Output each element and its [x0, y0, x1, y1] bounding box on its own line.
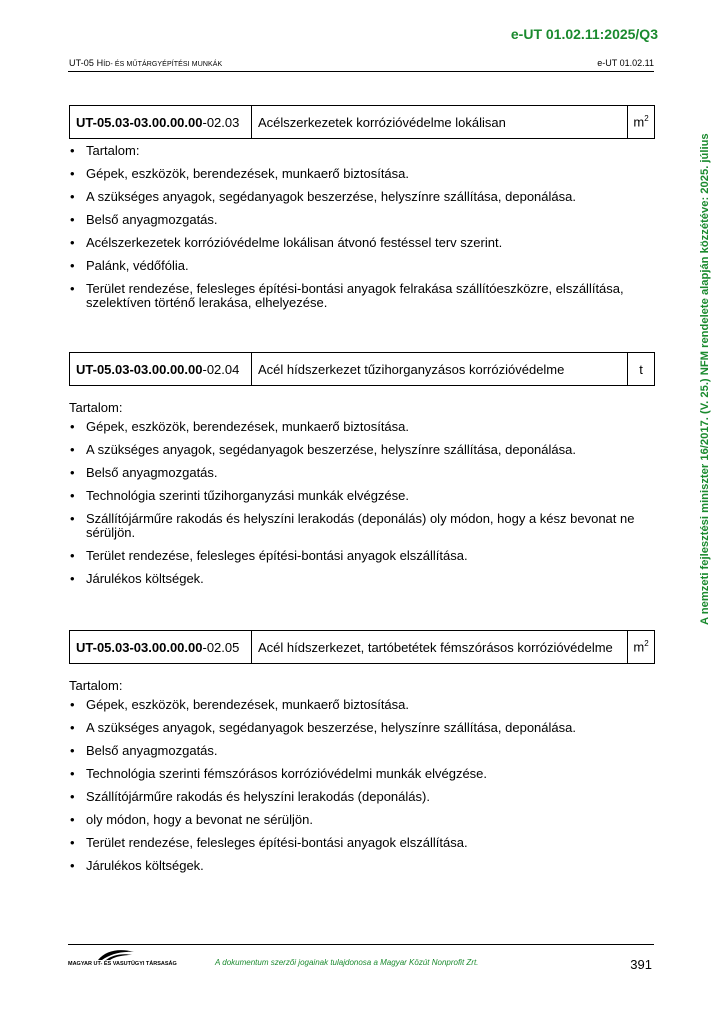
list-item: • Belső anyagmozgatás. — [69, 213, 655, 227]
item-header-table — [69, 352, 655, 386]
item-section-3 — [69, 630, 655, 873]
item-section-1 — [69, 105, 655, 310]
document-code: e-UT 01.02.11:2025/Q3 — [510, 26, 658, 42]
list-item: • Palánk, védőfólia. — [69, 259, 655, 273]
item-unit: t — [628, 353, 655, 386]
list-item: • Terület rendezése, felesleges építési-bontási anyagok elszállítása. — [69, 549, 655, 563]
item-content-list — [69, 144, 655, 310]
item-code: UT-05.03-03.00.00.00-02.05 — [70, 631, 252, 664]
list-item: • Terület rendezése, felesleges építési-bontási anyagok elszállítása. — [69, 836, 655, 850]
list-item: • Gépek, eszközök, berendezések, munkaerő biztosítása. — [69, 698, 655, 712]
list-item: • A szükséges anyagok, segédanyagok beszerzése, helyszínre szállítása, deponálása. — [69, 443, 655, 457]
content-intro: Tartalom: — [69, 678, 123, 693]
item-content-list — [69, 420, 655, 586]
wing-logo-icon — [96, 948, 136, 962]
list-item: • Technológia szerinti tűzihorganyzási munkák elvégzése. — [69, 489, 655, 503]
item-content-list — [69, 698, 655, 873]
item-title: Acél hídszerkezet tűzihorganyzásos korrózióvédelme — [252, 353, 628, 386]
society-logo — [68, 948, 177, 970]
list-item: • Szállítójárműre rakodás és helyszíni lerakodás (deponálás). — [69, 790, 655, 804]
list-item: • Acélszerkezetek korrózióvédelme lokálisan átvonó festéssel terv szerint. — [69, 236, 655, 250]
item-unit: $m^2$ — [628, 631, 655, 664]
item-unit: $m^2$ — [628, 106, 655, 139]
list-item: • Tartalom: — [69, 144, 655, 158]
list-item: • oly módon, hogy a bevonat ne sérüljön. — [69, 813, 655, 827]
item-title: Acélszerkezetek korrózióvédelme lokálisan — [252, 106, 628, 139]
list-item: • Belső anyagmozgatás. — [69, 466, 655, 480]
list-item: • Gépek, eszközök, berendezések, munkaerő biztosítása. — [69, 167, 655, 181]
list-item: • Belső anyagmozgatás. — [69, 744, 655, 758]
list-item: • Gépek, eszközök, berendezések, munkaerő biztosítása. — [69, 420, 655, 434]
item-title: Acél hídszerkezet, tartóbetétek fémszórásos korrózióvédelme — [252, 631, 628, 664]
header-doc-ref: e-UT 01.02.11 — [597, 58, 654, 68]
list-item: • Technológia szerinti fémszórásos korrózióvédelmi munkák elvégzése. — [69, 767, 655, 781]
list-item: • A szükséges anyagok, segédanyagok beszerzése, helyszínre szállítása, deponálása. — [69, 190, 655, 204]
list-item: • Terület rendezése, felesleges építési-bontási anyagok felrakása szállítóeszközre, elszállítása, szelektíven történő lerakása, elhelyezése. — [69, 282, 655, 310]
list-item: • Szállítójárműre rakodás és helyszíni lerakodás (deponálás) oly módon, hogy a kész bevonat ne sérüljön. — [69, 512, 655, 540]
list-item: • Járulékos költségek. — [69, 859, 655, 873]
chapter-header-prefix: UT-05 H — [69, 58, 104, 68]
item-header-table — [69, 630, 655, 664]
logo-text: MAGYAR UT- ÉS VASUTÜGYI TÁRSASÁG — [68, 961, 177, 967]
item-code: UT-05.03-03.00.00.00-02.04 — [70, 353, 252, 386]
page-number: 391 — [630, 957, 652, 972]
item-code: UT-05.03-03.00.00.00-02.03 — [70, 106, 252, 139]
copyright-note: A dokumentum szerzői jogainak tulajdonosa a Magyar Közút Nonprofit Zrt. — [215, 958, 479, 967]
footer-divider — [68, 944, 654, 945]
item-header-table — [69, 105, 655, 139]
list-item: • Járulékos költségek. — [69, 572, 655, 586]
item-section-2 — [69, 352, 655, 586]
publication-side-note: A nemzeti fejlesztési miniszter 16/2017. (V. 25.) NFM rendelete alapján közzétéve: 2025. július — [699, 133, 711, 625]
chapter-header — [69, 58, 222, 68]
list-item: • A szükséges anyagok, segédanyagok beszerzése, helyszínre szállítása, deponálása. — [69, 721, 655, 735]
chapter-header-smallcaps: ÍD- ÉS MŰTÁRGYÉPÍTÉSI MUNKÁK — [103, 61, 223, 68]
content-intro: Tartalom: — [69, 400, 123, 415]
header-divider — [68, 71, 654, 72]
